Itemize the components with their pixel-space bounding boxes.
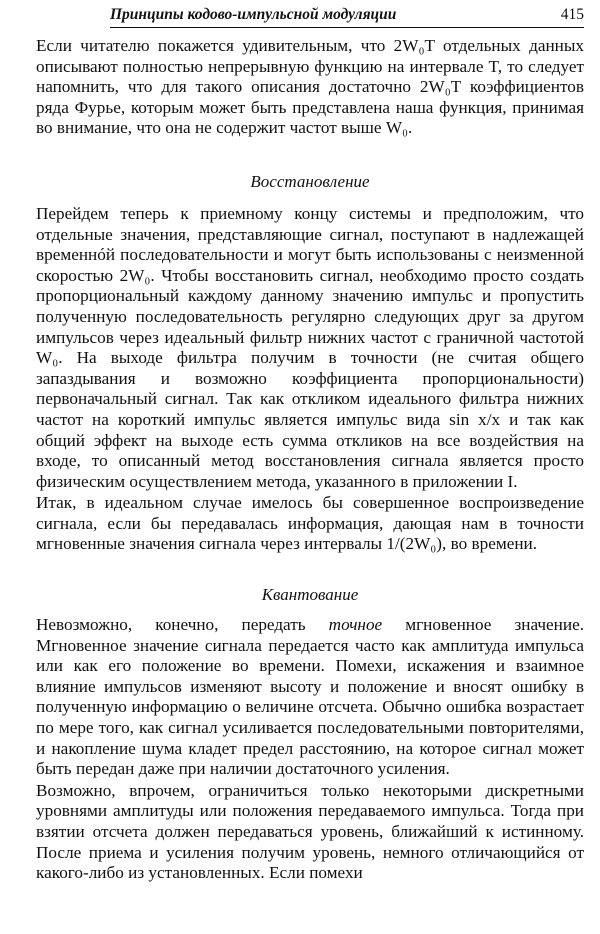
paragraph-quantization <box>36 615 584 780</box>
paragraph-quantization-rest: мгновенное значение. Мгновенное значение сигнала передается часто как амплитуда импульса или как его положение во времени. Помехи, искажения и взаимное влияние импульсов изменяют высоту и положение и вносят ошибку в полученную информацию о величине отсчета. Обычно ошибка возрастает по мере того, как сигнал усиливается последовательными повторителями, и накопление шума кладет предел расстоянию, на которое сигнал может быть передан даже при наличии достаточного усиления. <box>36 615 584 779</box>
section-title-quantization: Квантование <box>261 585 359 605</box>
paragraph-ideal-case: Итак, в идеальном случае имелось бы совершенное воспроизведение сигнала, если бы передавалась информация, дающая нам в точности мгновенные значения сигнала через интервалы 1/(2W₀), во времени. <box>36 493 584 554</box>
emphasis-exact: точное <box>328 615 383 635</box>
paragraph-quantization-start: Невозможно, конечно, передать <box>36 615 329 635</box>
paragraph-discrete-levels: Возможно, впрочем, ограничиться только некоторыми дискретными уровнями амплитуды или положения передаваемого импульса. Тогда при взятии отсчета должен передаваться уровень, ближайший к истинному. После приема и усиления получим уровень, немного отличающийся от какого-либо из установленных. Если помехи <box>36 780 584 883</box>
paragraph-intro: Если читателю покажется удивительным, что 2W₀T отдельных данных описывают полностью непрерывную функцию на интервале T, то следует напомнить, что для такого описания достаточно 2W₀T коэффициентов ряда Фурье, которым может быть представлена наша функция, принимая во внимание, что она не содержит частот выше W₀. <box>36 36 584 138</box>
running-title: Принципы кодово-импульсной модуляции <box>110 6 397 23</box>
section-title-reconstruction: Восстановление <box>250 171 370 191</box>
paragraph-reconstruction: Перейдем теперь к приемному концу системы и предположим, что отдельные значения, представляющие сигнал, поступают в надлежащей временнóй последовательности и могут быть использованы с неизменной скоростью 2W₀. Чтобы восстановить сигнал, необходимо просто создать пропорциональный каждому данному значению импульс и пропустить полученную последовательность регулярно следующих друг за другом импульсов через идеальный фильтр нижних частот с граничной частотой W₀. На выходе фильтра получим в точности (не считая общего запаздывания и возможно коэффициента пропорциональности) первоначальный сигнал. Так как откликом идеального фильтра нижних частот на короткий импульс является импульс вида sin x/x и так как общий эффект на выходе есть сумма откликов на все воздействия на входе, то описанный метод восстановления сигнала является просто физическим осуществлением метода, указанного в приложении I. <box>36 203 584 491</box>
page-number: 415 <box>560 6 584 23</box>
running-header <box>110 6 584 28</box>
